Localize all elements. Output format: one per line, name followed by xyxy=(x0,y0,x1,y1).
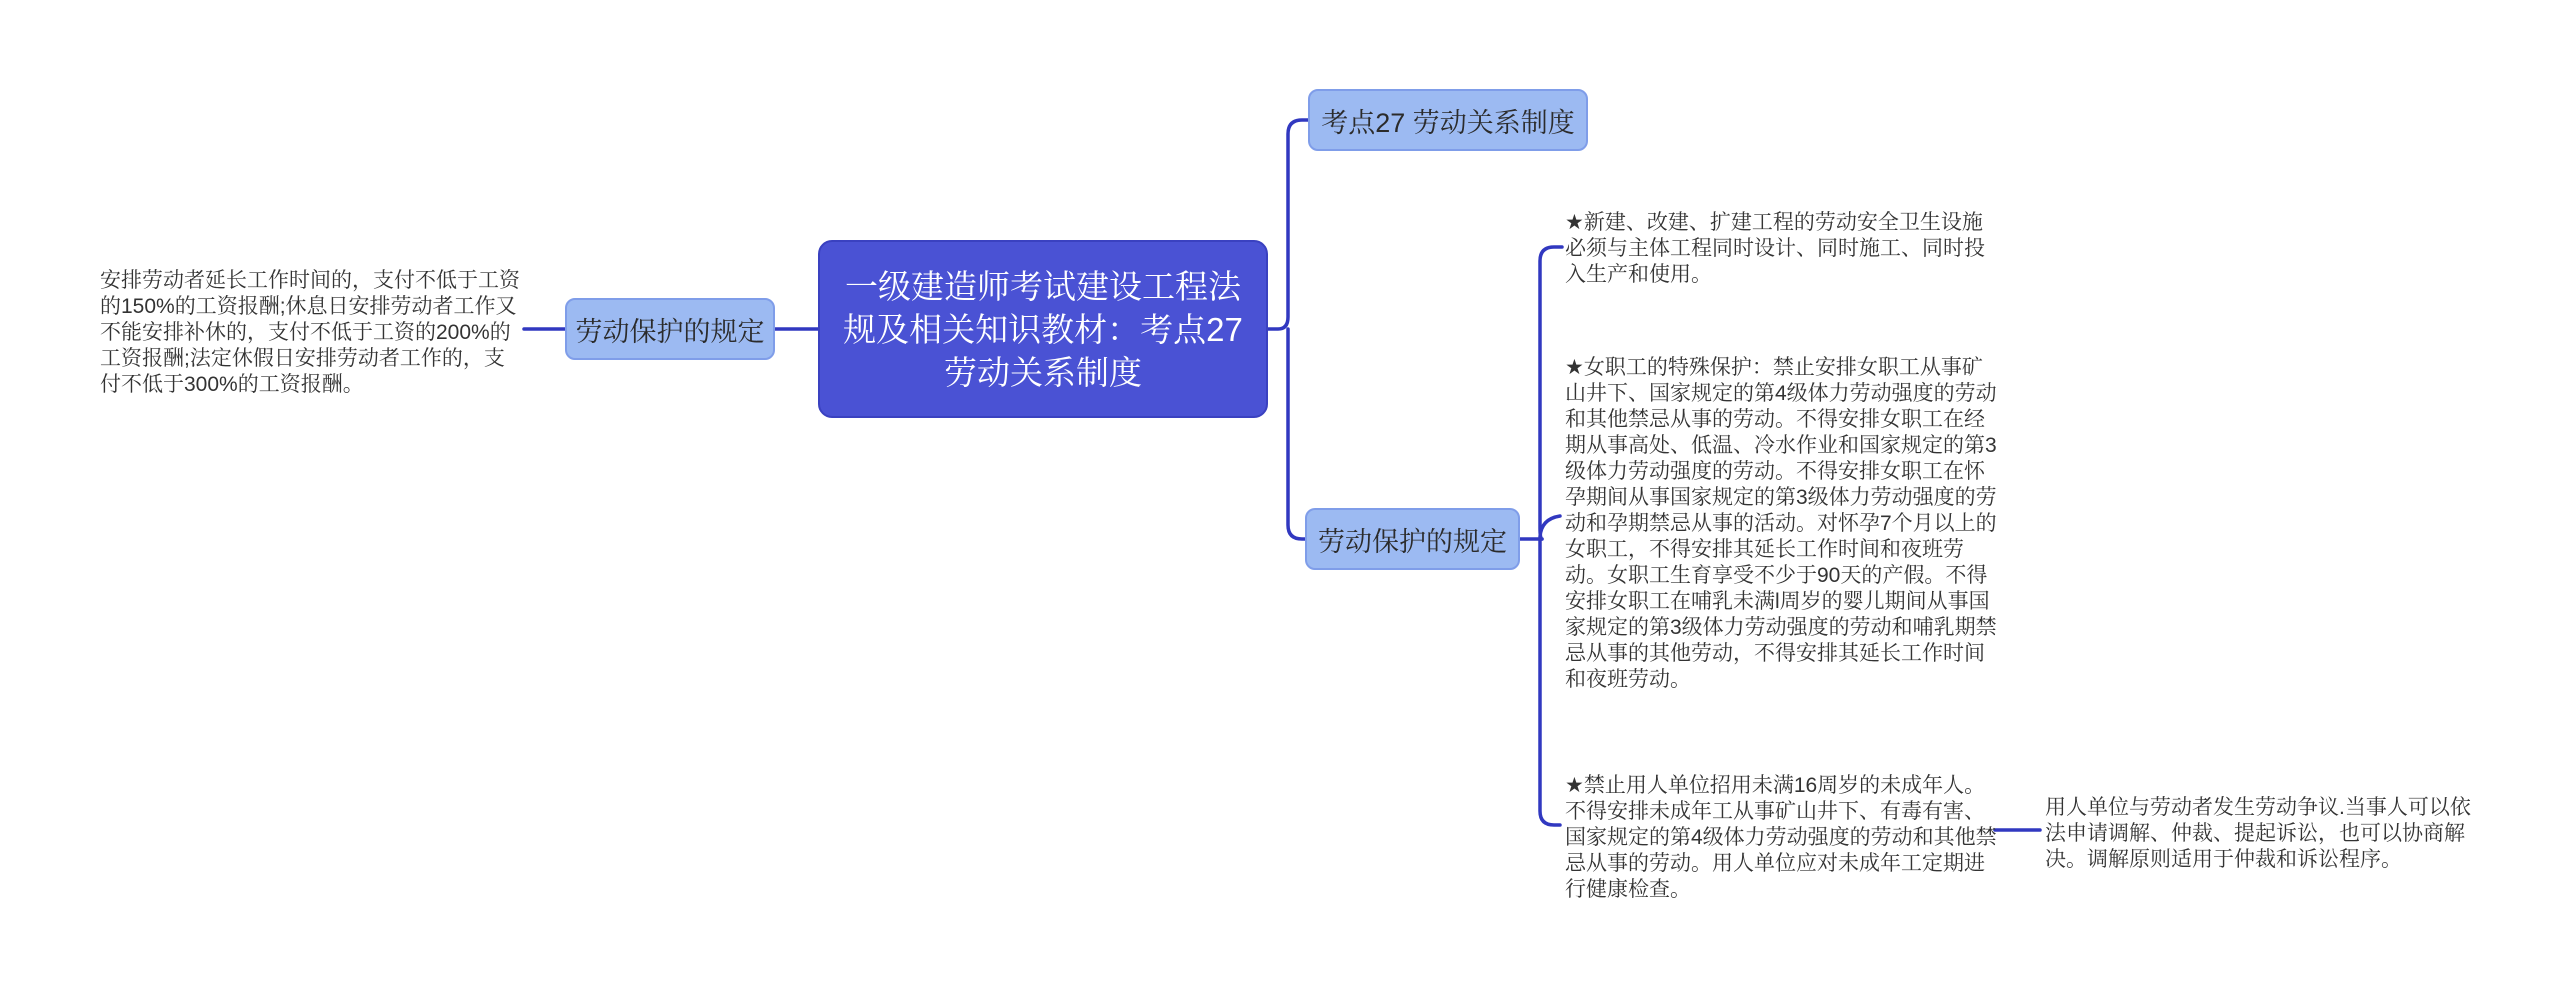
branch-node-topic27-label: 考点27 劳动关系制度 xyxy=(1321,107,1575,138)
branch-node-labor-protection-left[interactable] xyxy=(565,298,775,360)
branch-node-labor-protection-right[interactable] xyxy=(1305,508,1520,570)
note-safety-facilities[interactable]: ★新建、改建、扩建工程的劳动安全卫生设施必须与主体工程同时设计、同时施工、同时投入生产和使用。 xyxy=(1565,211,1985,286)
central-topic-label: 一级建造师考试建设工程法规及相关知识教材：考点27 劳动关系制度 xyxy=(843,267,1243,391)
connector-bracket-to-safety-note xyxy=(1540,247,1562,539)
branch-node-topic27[interactable] xyxy=(1308,89,1588,151)
note-female-workers-protection[interactable]: ★女职工的特殊保护：禁止安排女职工从事矿山井下、国家规定的第4级体力劳动强度的劳动和其他禁忌从事的劳动。不得安排女职工在经期从事高处、低温、冷水作业和国家规定的第3级体力劳动强度的劳动。不得安排女职工在怀孕期间从事国家规定的第3级体力劳动强度的劳动和孕期禁忌从事的活动。对怀孕7个月以上的女职工，不得安排其延长工作时间和夜班劳动。女职工生育享受不少于90天的产假。不得安排女职工在哺乳未满l周岁的婴儿期间从事国家规定的第3级体力劳动强度的劳动和哺乳期禁忌从事的其他劳动，不得安排其延长工作时间和夜班劳动。 xyxy=(1565,356,1997,691)
note-overtime-pay[interactable]: 安排劳动者延长工作时间的，支付不低于工资的150%的工资报酬;休息日安排劳动者工作又不能安排补休的，支付不低于工资的200%的工资报酬;法定休假日安排劳动者工作的，支付不低于300%的工资报酬。 xyxy=(100,269,520,396)
connector-central-to-topic27 xyxy=(1268,120,1308,329)
note-minor-workers-protection[interactable]: ★禁止用人单位招用未满16周岁的未成年人。不得安排未成年工从事矿山井下、有毒有害、国家规定的第4级体力劳动强度的劳动和其他禁忌从事的劳动。用人单位应对未成年工定期进行健康检查。 xyxy=(1565,774,1997,901)
connector-central-to-right-node xyxy=(1288,329,1305,539)
central-topic-node[interactable] xyxy=(818,240,1268,418)
branch-node-labor-protection-left-label: 劳动保护的规定 xyxy=(575,316,765,347)
connector-bracket-to-minors-note xyxy=(1540,539,1560,825)
branch-node-labor-protection-right-label: 劳动保护的规定 xyxy=(1318,526,1507,557)
connector-bracket-to-female-note xyxy=(1540,516,1560,537)
note-dispute-resolution[interactable]: 用人单位与劳动者发生劳动争议.当事人可以依法申请调解、仲裁、提起诉讼，也可以协商解决。调解原则适用于仲裁和诉讼程序。 xyxy=(2045,796,2471,871)
